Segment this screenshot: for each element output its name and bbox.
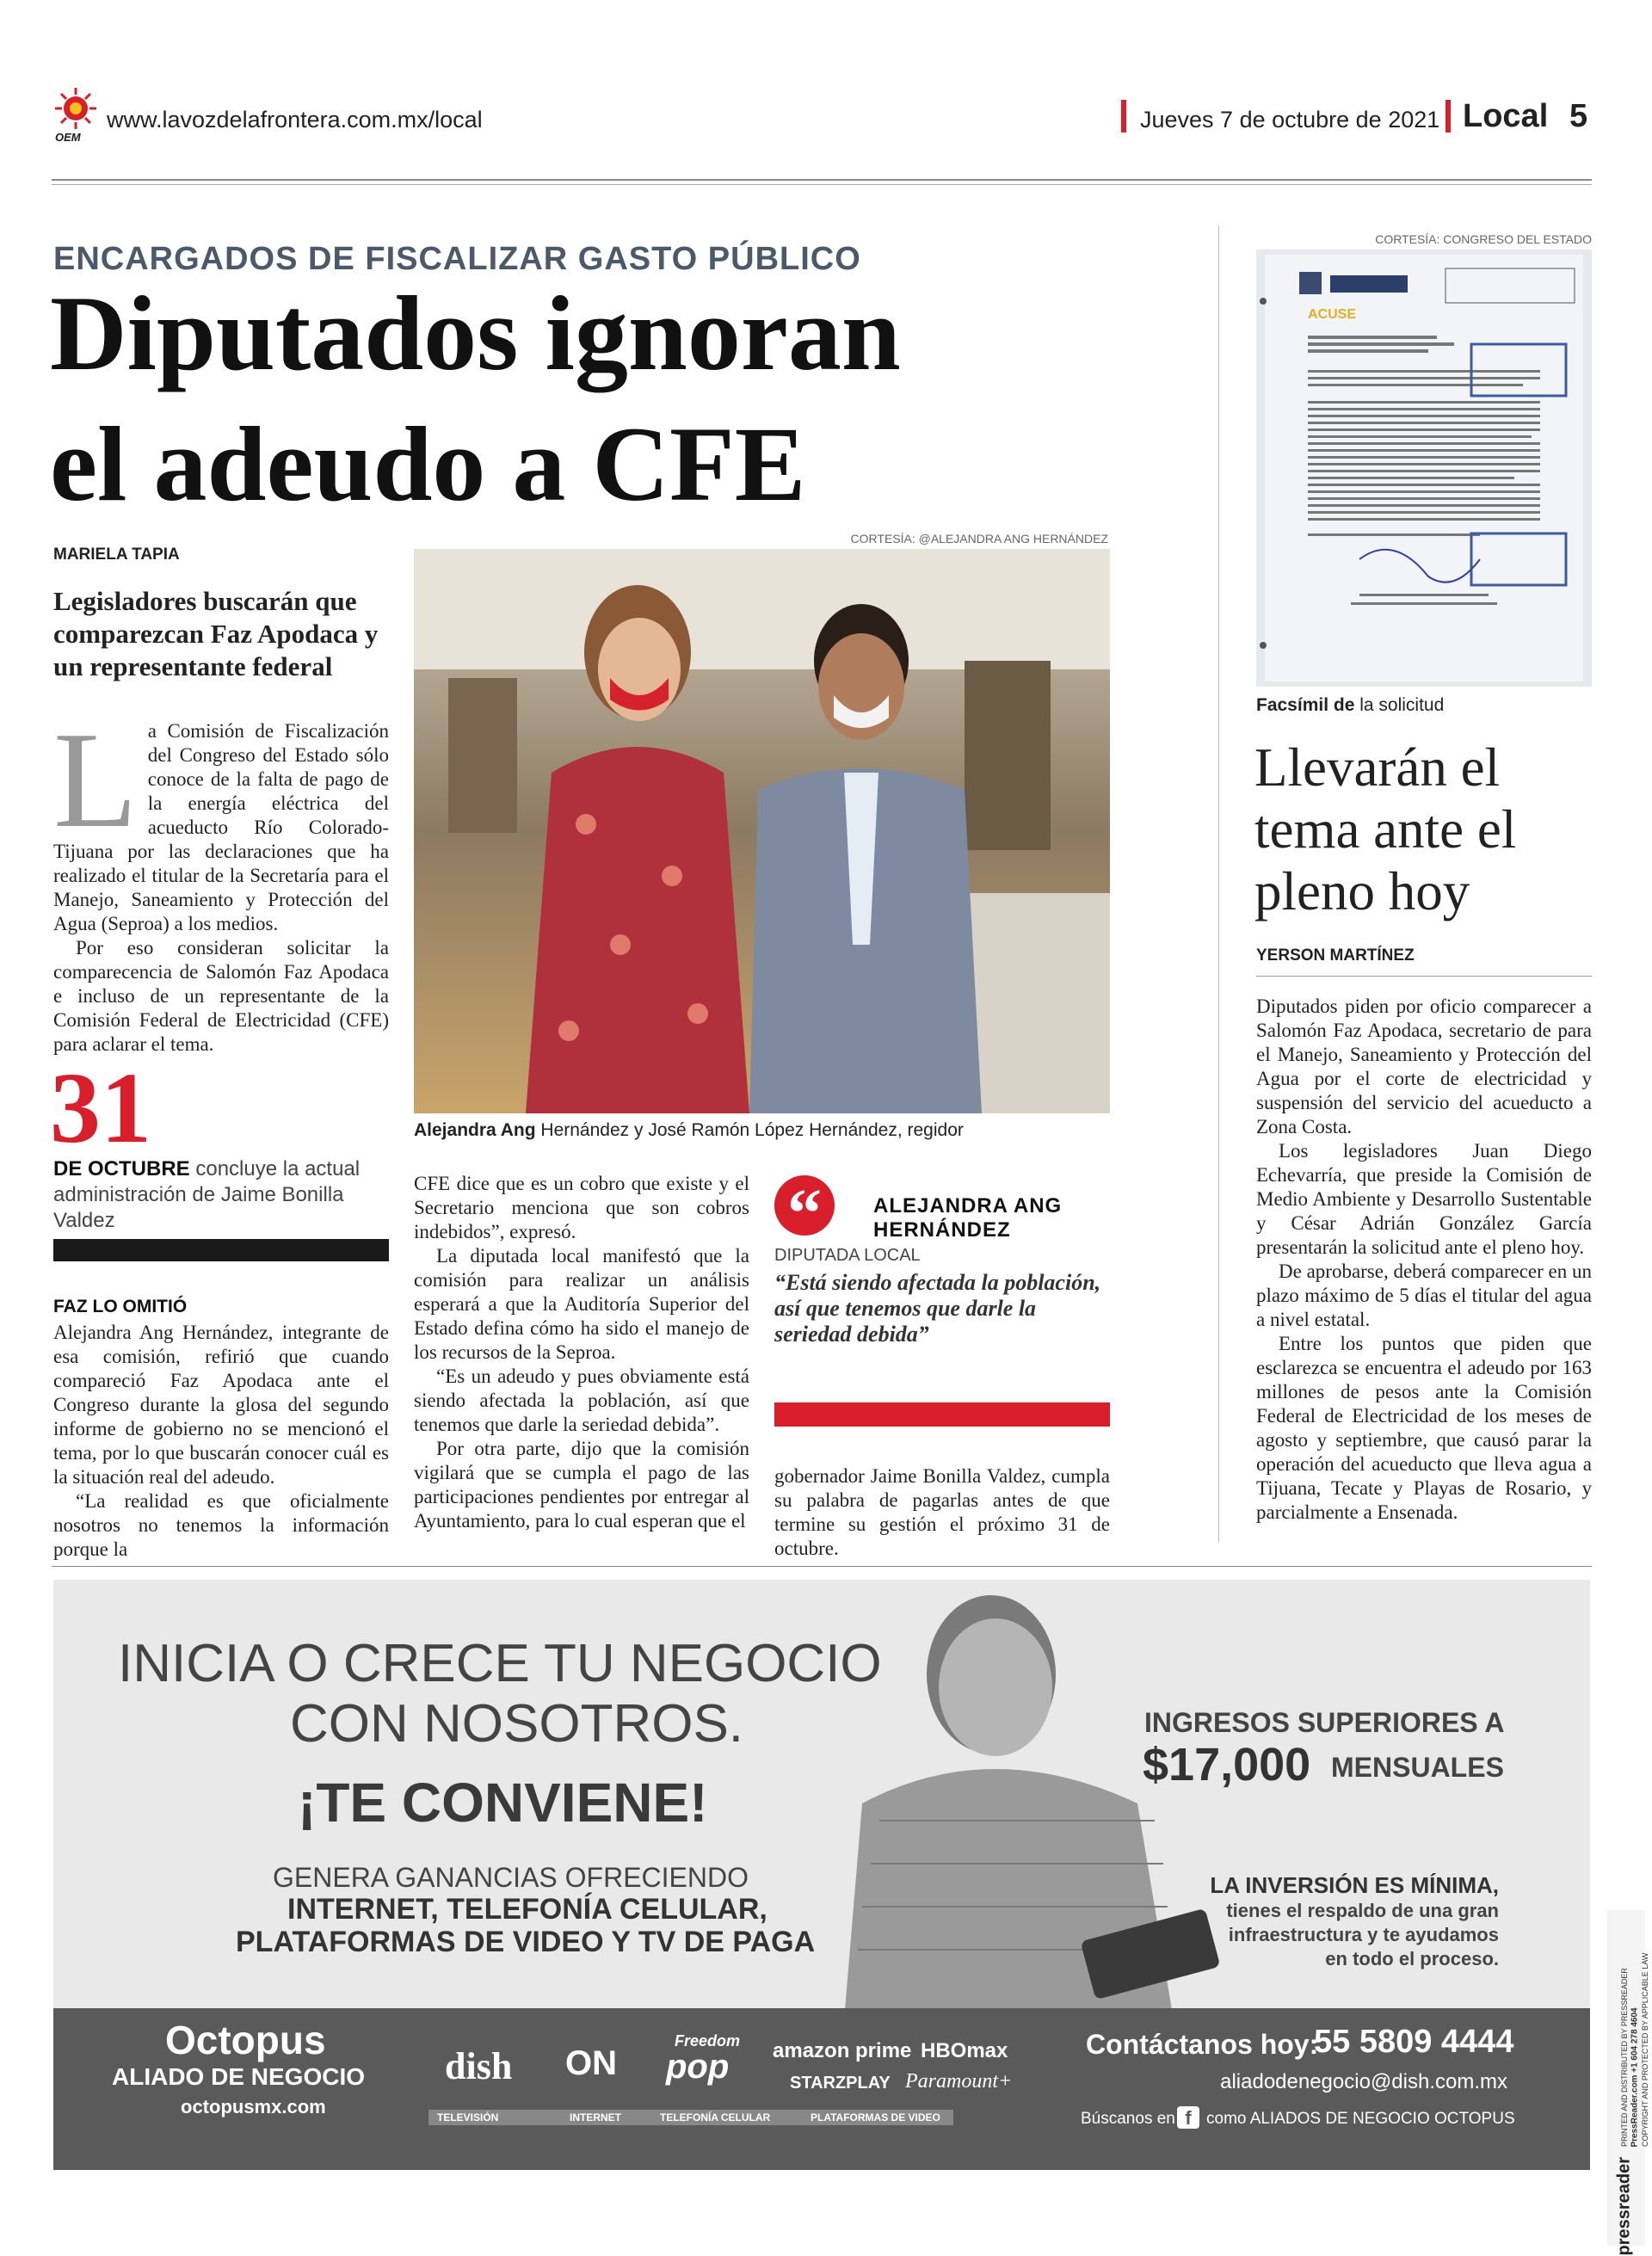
paramount-logo: Paramount+: [905, 2070, 1013, 2093]
doc-caption: [1256, 695, 1592, 716]
section-name: Local: [1463, 98, 1549, 134]
freedom-logo: Freedom: [675, 2032, 741, 2050]
income-label: INGRESOS SUPERIORES A: [1144, 1707, 1505, 1738]
contact-email[interactable]: aliadodenegocio@dish.com.mx: [1220, 2070, 1507, 2093]
photo-caption: [414, 1120, 1110, 1141]
kicker: ENCARGADOS DE FISCALIZAR GASTO PÚBLICO: [53, 241, 861, 277]
stat-desc: concluye la actual administración de Jaime Bonilla Valdez: [53, 1157, 361, 1232]
header-rule-2: [52, 184, 1592, 185]
stat-bar: [53, 1239, 389, 1261]
invest-line-1: tienes el respaldo de una gran: [1226, 1900, 1499, 1921]
hbomax-logo: HBOmax: [921, 2039, 1008, 2062]
story-photo[interactable]: [414, 549, 1110, 1113]
octopus-tagline: ALIADO DE NEGOCIO: [112, 2063, 366, 2090]
income-suffix: MENSUALES: [1331, 1752, 1504, 1783]
photo-caption-text: Hernández y José Ramón López Hernández, regidor: [535, 1120, 964, 1140]
paragraph: La diputada local manifestó que la comisión para realizar un análisis esperará a que la Auditoría Superior del Estado defina cómo ha sido el manejo de los recursos de la Seproa.: [414, 1245, 749, 1363]
invest-line-2: infraestructura y te ayudamos: [1228, 1924, 1499, 1945]
paragraph: Entre los puntos que piden que esclarezca se encuentra el adeudo por 163 millones de pesos ante la Comisión Federal de Electricidad de los meses de agosto y septiembre, que causó parar la operación del acueducto que lleva agua a Tijuana, Tecate y Playas de Rosario, y parcialmente a Ensenada.: [1256, 1333, 1592, 1523]
fb-prefix: Búscanos en: [1081, 2110, 1175, 2128]
header-divider: [1121, 100, 1126, 133]
paragraph: gobernador Jaime Bonilla Valdez, cumpla su palabra de pagarlas antes de que termine su gestión el próximo 31 de octubre.: [774, 1465, 1110, 1559]
pressreader-strip[interactable]: [1607, 1910, 1649, 2256]
quote-text: “Está siendo afectada la población, así que tenemos que darle la seriedad debida”: [774, 1270, 1101, 1347]
ad-top-rule: [52, 1566, 1592, 1567]
paragraph: “Es un adeudo y pues obviamente está siendo afectada la población, así que tenemos que darle la seriedad debida”.: [414, 1365, 749, 1435]
photo-caption-bold: Alejandra Ang: [414, 1120, 536, 1140]
article-column-1b: [53, 1321, 389, 1562]
ad-line-4: GENERA GANANCIAS OFRECIENDO: [273, 1862, 749, 1893]
dish-logo: dish: [445, 2045, 513, 2087]
pressreader-line-2: PressReader.com +1 604 278 4604: [1630, 2007, 1640, 2148]
oem-logo[interactable]: [52, 86, 100, 143]
article-column-3: [774, 1464, 1110, 1561]
facebook-icon[interactable]: f: [1177, 2106, 1199, 2129]
pressreader-line-1: PRINTED AND DISTRIBUTED BY PRESSREADER: [1620, 1968, 1629, 2147]
doc-credit: CORTESÍA: CONGRESO DEL ESTADO: [1375, 232, 1592, 246]
side-byline: YERSON MARTÍNEZ: [1256, 946, 1415, 965]
ad-line-3: ¡TE CONVIENE!: [298, 1772, 708, 1834]
contact-label: Contáctanos hoy:: [1086, 2029, 1319, 2060]
cat-tv: TELEVISIÓN: [437, 2111, 499, 2123]
quote-name: ALEJANDRA ANG HERNÁNDEZ: [873, 1194, 1063, 1242]
contact-phone[interactable]: 55 5809 4444: [1314, 2024, 1514, 2060]
ad-line-1: INICIA O CRECE TU NEGOCIO: [118, 1634, 882, 1693]
stat-number: 31: [50, 1051, 151, 1164]
header-divider-2: [1446, 100, 1451, 133]
side-rule: [1256, 976, 1592, 977]
pressreader-line-3: COPYRIGHT AND PROTECTED BY APPLICABLE LAW: [1641, 1952, 1649, 2147]
paragraph: a Comisión de Fiscalización del Congreso del Estado sólo conoce de la falta de pago de la energía eléctrica del acueducto Río Colorado-Tijuana por las declaraciones que ha realizado el titular de la Secretaría para el Manejo, Saneamiento y Protección del Agua (Seproa) a los medios.: [53, 720, 389, 934]
invest-bold: LA INVERSIÓN ES MÍNIMA,: [1210, 1872, 1499, 1898]
headline-line-2: el adeudo a CFE: [50, 405, 806, 523]
quote-bar: [774, 1402, 1110, 1427]
income-value: $17,000: [1143, 1739, 1311, 1791]
octopus-url[interactable]: octopusmx.com: [181, 2096, 326, 2117]
on-logo: ON: [565, 2044, 617, 2082]
article-column-1: [53, 703, 389, 1057]
doc-caption-text: la solicitud: [1354, 695, 1445, 715]
side-column: [1256, 995, 1592, 1525]
paragraph: Alejandra Ang Hernández, integrante de esa comisión, refirió que cuando compareció Faz Apodaca ante el Congreso durante la glosa del segundo informe de gobierno no se mencionó el tema, por lo que buscarán conocer cuál es la situación real del adeudo.: [53, 1322, 389, 1488]
amazon-prime-logo: amazon prime: [773, 2039, 912, 2062]
subhead-2: FAZ LO OMITIÓ: [53, 1297, 188, 1316]
advertisement[interactable]: [53, 1580, 1590, 2170]
cat-video: PLATAFORMAS DE VIDEO: [811, 2111, 940, 2123]
doc-caption-bold: Facsímil de: [1256, 695, 1355, 715]
paragraph: De aprobarse, deberá comparecer en un plazo máximo de 5 días el titular del agua a nivel estatal.: [1256, 1261, 1592, 1330]
paragraph: CFE dice que es un cobro que existe y el Secretario menciona que son cobros indebidos”, expresó.: [414, 1173, 749, 1242]
cat-internet: INTERNET: [570, 2111, 621, 2123]
paragraph: Por otra parte, dijo que la comisión vigilará que se cumpla el pago de las participaciones pendientes por entregar al Ayuntamiento, para lo cual esperan que el: [414, 1438, 749, 1532]
quote-mark-icon: “: [787, 1176, 822, 1252]
paragraph: Los legisladores Juan Diego Echevarría, que preside la Comisión de Medio Ambiente y Desarrollo Sustentable y César Adrián González García presentarán la solicitud ante el pleno hoy.: [1256, 1140, 1592, 1258]
ad-line-2: CON NOSOTROS.: [290, 1694, 744, 1754]
svg-text:ACUSE: ACUSE: [1308, 307, 1357, 322]
logo-text: OEM: [55, 131, 81, 144]
header-date: Jueves 7 de octubre de 2021: [1140, 107, 1440, 133]
stat-text: [53, 1156, 389, 1234]
octopus-logo[interactable]: Octopus: [165, 2018, 326, 2062]
photo-credit: CORTESÍA: @ALEJANDRA ANG HERNÁNDEZ: [850, 532, 1108, 546]
side-headline: Llevarán el tema ante el pleno hoy: [1254, 737, 1517, 922]
header-url[interactable]: www.lavozdelafrontera.com.mx/local: [107, 107, 483, 133]
drop-cap: L: [53, 703, 138, 856]
ad-model-photo-icon: [811, 1580, 1224, 2010]
people-photo-icon: [414, 549, 1110, 1113]
paragraph: Por eso consideran solicitar la comparecencia de Salomón Faz Apodaca e incluso de un representante de la Comisión Federal de Electricidad (CFE) para aclarar el tema.: [53, 937, 389, 1055]
page-number: 5: [1569, 98, 1588, 134]
ad-line-5: INTERNET, TELEFONÍA CELULAR,: [287, 1893, 767, 1926]
byline: MARIELA TAPIA: [53, 546, 180, 564]
subhead: Legisladores buscarán que comparezcan Faz Apodaca y un representante federal: [53, 586, 379, 681]
stat-bold: DE OCTUBRE: [53, 1157, 190, 1180]
cat-phone: TELEFONÍA CELULAR: [660, 2111, 771, 2123]
pressreader-logo: pressreader: [1614, 2156, 1634, 2256]
paragraph: Diputados piden por oficio comparecer a Salomón Faz Apodaca, secretario de para el Manejo, Saneamiento y Protección del Agua por el corte de electricidad y suspensión del servicio del acueducto a Zona Costa.: [1256, 995, 1592, 1137]
column-divider: [1218, 225, 1219, 1542]
invest-line-3: en todo el proceso.: [1325, 1948, 1499, 1969]
header-rule: [52, 179, 1592, 181]
pop-logo: pop: [666, 2048, 730, 2086]
document-image-icon: [1256, 250, 1592, 687]
quote-icon: [774, 1175, 835, 1252]
ad-line-6: PLATAFORMAS DE VIDEO Y TV DE PAGA: [236, 1926, 816, 1958]
paragraph: “La realidad es que oficialmente nosotros no tenemos la información porque la: [53, 1490, 389, 1560]
fb-text: como ALIADOS DE NEGOCIO OCTOPUS: [1206, 2110, 1515, 2128]
quote-role: DIPUTADA LOCAL: [774, 1246, 921, 1265]
headline-line-1: Diputados ignoran: [50, 274, 901, 392]
starzplay-logo: STARZPLAY: [790, 2074, 891, 2093]
article-column-2: [414, 1172, 749, 1533]
document-facsimile[interactable]: [1256, 250, 1592, 687]
